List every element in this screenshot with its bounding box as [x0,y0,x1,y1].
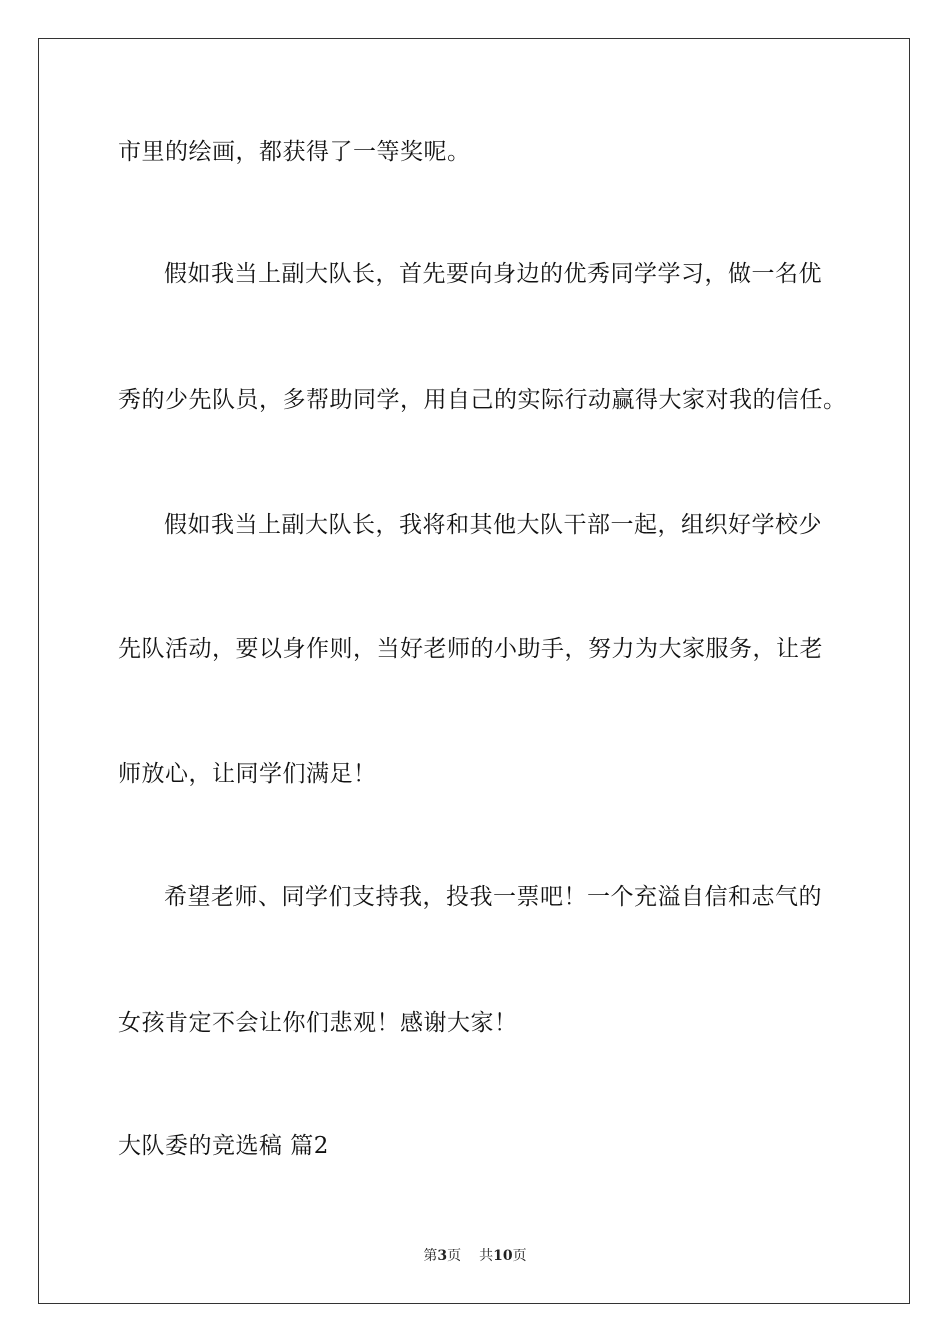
paragraph-line: 假如我当上副大队长，我将和其他大队干部一起，组织好学校少 [164,512,822,538]
footer-page-suffix: 页 [447,1248,462,1264]
paragraph-line: 女孩肯定不会让你们悲观！感谢大家！ [118,1010,518,1036]
paragraph-line: 先队活动，要以身作则，当好老师的小助手，努力为大家服务，让老 [118,636,823,662]
paragraph-line: 市里的绘画，都获得了一等奖呢。 [118,139,471,165]
paragraph-line: 秀的少先队员，多帮助同学，用自己的实际行动赢得大家对我的信任。 [118,387,847,413]
footer-total-number: 10 [493,1248,513,1264]
section-heading: 大队委的竞选稿 篇2 [118,1133,329,1159]
footer-page-number: 3 [437,1248,448,1264]
paragraph-line: 假如我当上副大队长，首先要向身边的优秀同学学习，做一名优 [164,261,822,287]
footer-total-prefix: 共 [479,1248,494,1264]
footer-page-prefix: 第 [423,1248,438,1264]
footer-total-suffix: 页 [512,1248,527,1264]
page-footer [0,1246,950,1266]
page-border [38,38,910,1304]
paragraph-line: 师放心，让同学们满足！ [118,761,377,787]
paragraph-line: 希望老师、同学们支持我，投我一票吧！一个充溢自信和志气的 [164,884,822,910]
